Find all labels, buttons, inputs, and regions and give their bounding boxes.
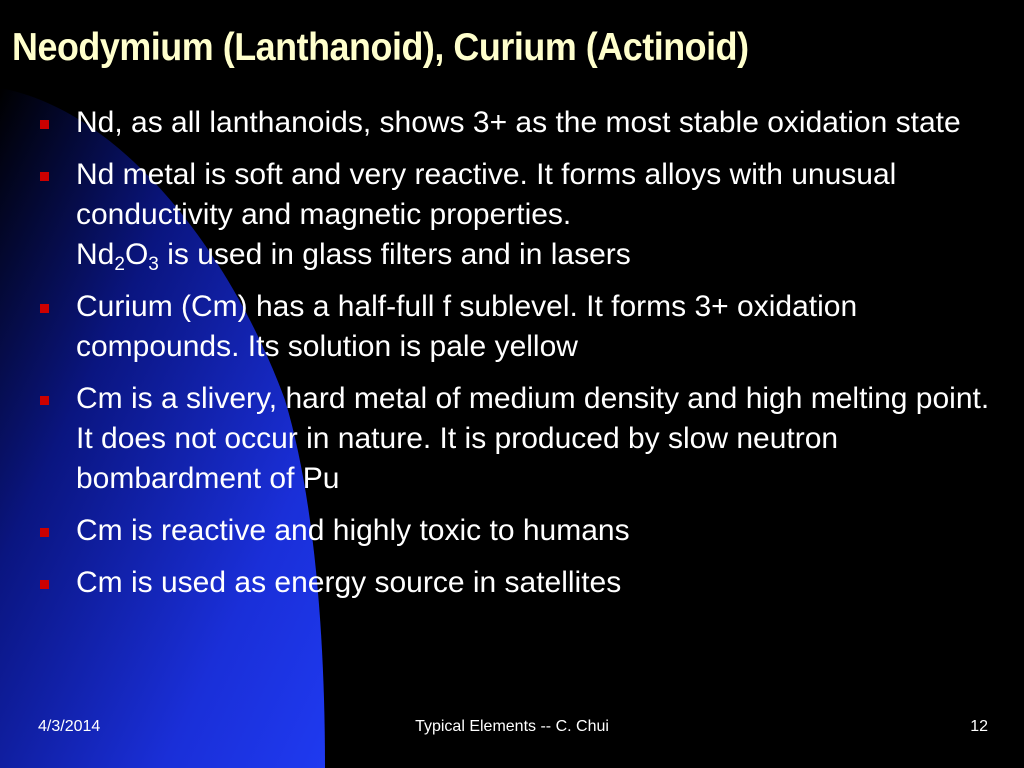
bullet-square-icon xyxy=(40,120,49,129)
bullet-item xyxy=(36,563,996,603)
bullet-text: Cm is used as energy source in satellites xyxy=(76,566,622,599)
formula-subscript: 3 xyxy=(148,254,159,275)
formula-subscript: 2 xyxy=(114,254,125,275)
bullet-text: Curium (Cm) has a half-full f sublevel. It forms 3+ oxidation compounds. Its solution is pale yellow xyxy=(76,290,858,363)
bullet-list xyxy=(36,103,996,615)
bullet-text: Nd, as all lanthanoids, shows 3+ as the most stable oxidation state xyxy=(76,106,961,139)
bullet-square-icon xyxy=(40,304,49,313)
bullet-item xyxy=(36,379,996,499)
bullet-square-icon xyxy=(40,580,49,589)
slide-title: Neodymium (Lanthanoid), Curium (Actinoid) xyxy=(12,26,749,69)
bullet-text: Cm is a slivery, hard metal of medium density and high melting point. It does not occur in nature. It is produced by slow neutron bombardment of Pu xyxy=(76,382,990,495)
bullet-square-icon xyxy=(40,528,49,537)
bullet-item xyxy=(36,155,996,275)
footer-date: 4/3/2014 xyxy=(38,718,101,735)
footer-title: Typical Elements -- C. Chui xyxy=(415,718,609,735)
formula-element-nd: Nd xyxy=(76,238,115,271)
formula-element-o: O xyxy=(124,238,149,271)
bullet-square-icon xyxy=(40,172,49,181)
bullet-item xyxy=(36,287,996,367)
bullet-text: Cm is reactive and highly toxic to humans xyxy=(76,514,630,547)
bullet-text: Nd metal is soft and very reactive. It forms alloys with unusual conductivity and magnetic properties. xyxy=(76,158,897,231)
formula-nd2o3 xyxy=(76,238,159,275)
bullet-text-continued: is used in glass filters and in lasers xyxy=(158,238,631,271)
bullet-item xyxy=(36,511,996,551)
bullet-square-icon xyxy=(40,396,49,405)
bullet-item xyxy=(36,103,996,143)
page-number: 12 xyxy=(970,718,988,735)
